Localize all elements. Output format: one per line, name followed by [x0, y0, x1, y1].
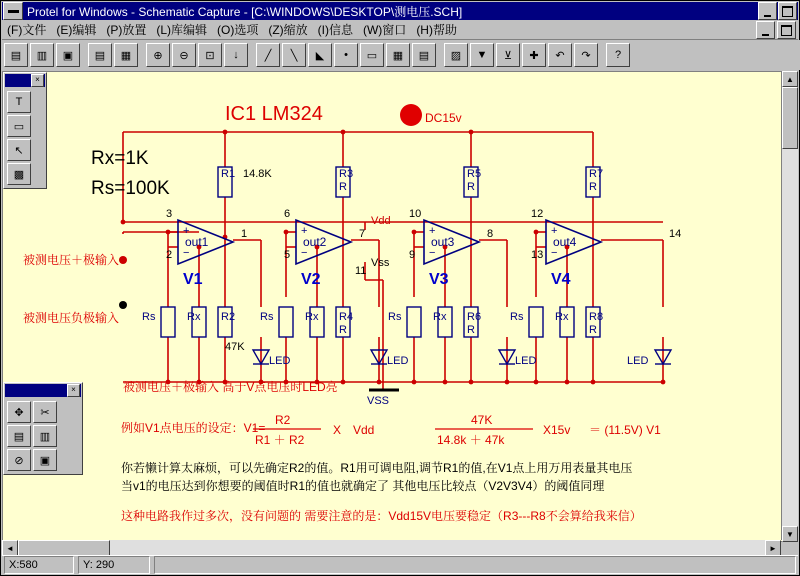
- resistor-value-r3: R: [339, 181, 347, 193]
- pin-9: 9: [409, 249, 416, 261]
- place-power-icon[interactable]: ▼: [470, 43, 494, 67]
- paste-tool-icon[interactable]: ▣: [33, 449, 57, 471]
- zoom-out-icon[interactable]: ⊖: [172, 43, 196, 67]
- document-minimize-button[interactable]: [756, 21, 775, 39]
- rx-label-3: Rx: [433, 311, 447, 323]
- resistor-ref-r1: R1: [221, 168, 236, 180]
- pin-1: 1: [241, 228, 248, 240]
- resistor-value-r7: R: [589, 181, 597, 193]
- opamp-label-out4: out4: [553, 235, 577, 249]
- paragraph1-line2: 当v1的电压达到你想要的阈值时R1的值也就确定了 其他电压比较点（V2V3V4）的阈值同理: [121, 479, 605, 493]
- help-icon[interactable]: ?: [606, 43, 630, 67]
- edit-tools-titlebar[interactable]: [5, 384, 81, 397]
- system-menu-button[interactable]: [3, 2, 23, 20]
- status-bar: [2, 555, 798, 574]
- schematic-canvas[interactable]: [2, 71, 783, 542]
- vertical-scrollbar[interactable]: [781, 71, 798, 540]
- formula-mul1: X: [333, 423, 342, 437]
- led-label-1: LED: [269, 355, 291, 367]
- rect-tool-icon[interactable]: ▭: [7, 115, 31, 137]
- document-restore-icon: [781, 25, 792, 36]
- menu-item-zoom[interactable]: (Z)缩放: [268, 23, 308, 37]
- opamp-label-out3: out3: [431, 235, 455, 249]
- opamp-label-out1: out1: [185, 235, 209, 249]
- resistor-ref-r3: R3: [339, 168, 354, 180]
- place-wire-icon[interactable]: ╱: [256, 43, 280, 67]
- coordinate-y: Y: 290: [78, 556, 150, 574]
- power-label: DC15v: [425, 111, 462, 125]
- menu-item-file[interactable]: (F)文件: [7, 23, 47, 37]
- maximize-icon: [782, 6, 793, 17]
- resistor-value-r1: 14.8K: [243, 168, 272, 180]
- drawing-tools-palette[interactable]: [3, 72, 47, 189]
- rx-label-1: Rx: [187, 311, 201, 323]
- place-grid-icon[interactable]: ▦: [386, 43, 410, 67]
- formula-den2: 14.8k ＋ 47k: [437, 433, 505, 447]
- move-tool-icon[interactable]: ✥: [7, 401, 31, 423]
- svg-text:−: −: [183, 247, 190, 259]
- menu-item-edit[interactable]: (E)编辑: [56, 23, 97, 37]
- minimize-button[interactable]: [758, 2, 777, 20]
- menu-item-window[interactable]: (W)窗口: [362, 23, 407, 37]
- undo-icon[interactable]: ↶: [548, 43, 572, 67]
- node-tag-v1: V1: [183, 271, 203, 288]
- formula-vdd: Vdd: [353, 423, 375, 437]
- pin-8: 8: [487, 228, 494, 240]
- led-label-2: LED: [387, 355, 409, 367]
- pin-3: 3: [166, 208, 173, 220]
- led-label-4: LED: [627, 355, 649, 367]
- new-file-icon[interactable]: ▤: [4, 43, 28, 67]
- text-tool-icon[interactable]: T: [7, 91, 31, 113]
- paragraph1-line1: 你若懒计算太麻烦，可以先确定R2的值。R1用可调电阻,调节R1的值,在V1点上用万用表量其电压: [121, 461, 633, 475]
- note-rs: Rs=100K: [91, 178, 170, 199]
- horizontal-scrollbar[interactable]: [2, 540, 781, 556]
- place-ground-icon[interactable]: ⊻: [496, 43, 520, 67]
- schematic-drawing: [3, 72, 782, 541]
- open-file-icon[interactable]: ▥: [30, 43, 54, 67]
- resistor-ref-r5: R5: [467, 168, 482, 180]
- place-part-icon[interactable]: ▤: [412, 43, 436, 67]
- formula-lead: 例如V1点电压的设定：V1=: [121, 421, 266, 435]
- svg-text:−: −: [551, 247, 558, 259]
- resistor-value-r6: R: [467, 324, 475, 336]
- cross-probe-icon[interactable]: ✚: [522, 43, 546, 67]
- resistor-value-r4: R: [339, 324, 347, 336]
- vertical-scroll-track[interactable]: [782, 149, 798, 526]
- resistor-ref-r6: R6: [467, 311, 482, 323]
- print-preview-icon[interactable]: ▣: [56, 43, 80, 67]
- print-icon[interactable]: ▦: [114, 43, 138, 67]
- pin-13: 13: [531, 249, 544, 261]
- close-icon[interactable]: ×: [67, 384, 80, 397]
- drawing-tools-grid: [4, 88, 46, 188]
- title-bar: [2, 2, 798, 20]
- formula-num2: 47K: [471, 413, 493, 427]
- zoom-window-icon[interactable]: ⊡: [198, 43, 222, 67]
- formula-mul2: X15v: [543, 423, 571, 437]
- formula-num1: R2: [275, 413, 291, 427]
- paragraph2: 这种电路我作过多次，没有问题的 需要注意的是：Vdd15V电压要稳定（R3---R8不会算给我来信）: [121, 509, 642, 523]
- input-positive-label: 被测电压＋极输入: [23, 253, 120, 267]
- schematic-title: IC1 LM324: [225, 103, 323, 125]
- led-label-3: LED: [515, 355, 537, 367]
- pin-10: 10: [409, 208, 422, 220]
- node-tag-v3: V3: [429, 271, 449, 288]
- place-text-icon[interactable]: ▨: [444, 43, 468, 67]
- menu-bar: [2, 20, 798, 40]
- vss-symbol-label: VSS: [367, 395, 390, 407]
- save-file-icon[interactable]: ▤: [88, 43, 112, 67]
- rs-label-2: Rs: [260, 311, 274, 323]
- menu-item-options[interactable]: (O)选项: [217, 23, 259, 37]
- rs-label-4: Rs: [510, 311, 524, 323]
- status-message: [154, 556, 796, 574]
- annotation-line1: 被测电压＋极输入 高于V点电压时LED亮: [123, 380, 338, 394]
- close-icon[interactable]: ×: [31, 74, 44, 87]
- pin-12: 12: [531, 208, 544, 220]
- horizontal-scroll-track[interactable]: [110, 540, 765, 556]
- place-bus-icon[interactable]: ╲: [282, 43, 306, 67]
- cut-tool-icon[interactable]: ✂: [33, 401, 57, 423]
- maximize-button[interactable]: [778, 2, 797, 20]
- place-junction-icon[interactable]: •: [334, 43, 358, 67]
- vss-label: Vss: [371, 257, 390, 269]
- document-minimize-icon: [762, 34, 769, 36]
- node-tag-v2: V2: [301, 271, 321, 288]
- vertical-scroll-thumb[interactable]: [782, 87, 798, 149]
- svg-text:+: +: [551, 225, 558, 237]
- delete-tool-icon[interactable]: ⊘: [7, 449, 31, 471]
- edit-tools-palette[interactable]: [3, 382, 83, 475]
- formula-eq: ＝ (11.5V) V1: [589, 423, 661, 437]
- menu-item-place[interactable]: (P)放置: [106, 23, 147, 37]
- copy-tool-icon[interactable]: ▤: [7, 425, 31, 447]
- svg-text:−: −: [301, 247, 308, 259]
- menu-item-library[interactable]: (L)库编辑: [156, 23, 207, 37]
- window-title: Protel for Windows - Schematic Capture - [C:\WINDOWS\DESKTOP\测电压.SCH]: [27, 4, 463, 19]
- menu-item-help[interactable]: (H)帮助: [416, 23, 457, 37]
- window-buttons: [758, 1, 798, 21]
- redraw-icon[interactable]: ↓: [224, 43, 248, 67]
- coordinate-x: X:580: [4, 556, 74, 574]
- formula-den1: R1 ＋ R2: [255, 433, 305, 447]
- array-tool-icon[interactable]: ▥: [33, 425, 57, 447]
- drawing-tools-titlebar[interactable]: [5, 74, 45, 87]
- toolbar: [2, 40, 800, 70]
- resistor-value-r5: R: [467, 181, 475, 193]
- document-restore-button[interactable]: [777, 21, 796, 39]
- resistor-ref-r2: R2: [221, 311, 236, 323]
- opamp-label-out2: out2: [303, 235, 327, 249]
- svg-text:−: −: [429, 247, 436, 259]
- svg-text:+: +: [429, 225, 436, 237]
- pin-2: 2: [166, 249, 173, 261]
- minimize-icon: [764, 15, 771, 17]
- place-net-label-icon[interactable]: ◣: [308, 43, 332, 67]
- svg-text:+: +: [183, 225, 190, 237]
- pin-5: 5: [284, 249, 291, 261]
- menu-item-info[interactable]: (I)信息: [317, 23, 353, 37]
- pin-6: 6: [284, 208, 291, 220]
- pin-14: 14: [669, 228, 682, 240]
- document-area: [2, 71, 798, 556]
- grid-tool-icon[interactable]: ▩: [7, 163, 31, 185]
- resistor-value-r2: 47K: [225, 341, 245, 353]
- resistor-value-r8: R: [589, 324, 597, 336]
- node-tag-v4: V4: [551, 271, 571, 288]
- resistor-ref-r4: R4: [339, 311, 354, 323]
- vdd-label: Vdd: [371, 215, 391, 227]
- resistor-ref-r7: R7: [589, 168, 604, 180]
- note-rx: Rx=1K: [91, 148, 149, 169]
- rs-label-3: Rs: [388, 311, 402, 323]
- pin-7: 7: [359, 228, 366, 240]
- edit-tools-grid: [4, 398, 82, 474]
- input-negative-label: 被测电压负极输入: [23, 311, 120, 325]
- rs-label-1: Rs: [142, 311, 156, 323]
- zoom-in-icon[interactable]: ⊕: [146, 43, 170, 67]
- scroll-left-button[interactable]: ◄: [2, 540, 18, 556]
- arrow-tool-icon[interactable]: ↖: [7, 139, 31, 161]
- pin-11: 11: [355, 265, 367, 277]
- svg-text:+: +: [301, 225, 308, 237]
- resistor-ref-r8: R8: [589, 311, 604, 323]
- scroll-down-button[interactable]: ▼: [782, 526, 798, 542]
- power-node: [400, 104, 422, 126]
- rx-label-4: Rx: [555, 311, 569, 323]
- scroll-up-button[interactable]: ▲: [782, 71, 798, 87]
- rx-label-2: Rx: [305, 311, 319, 323]
- system-menu-icon: [8, 10, 19, 13]
- redo-icon[interactable]: ↷: [574, 43, 598, 67]
- scroll-right-button[interactable]: ►: [765, 540, 781, 556]
- place-port-icon[interactable]: ▭: [360, 43, 384, 67]
